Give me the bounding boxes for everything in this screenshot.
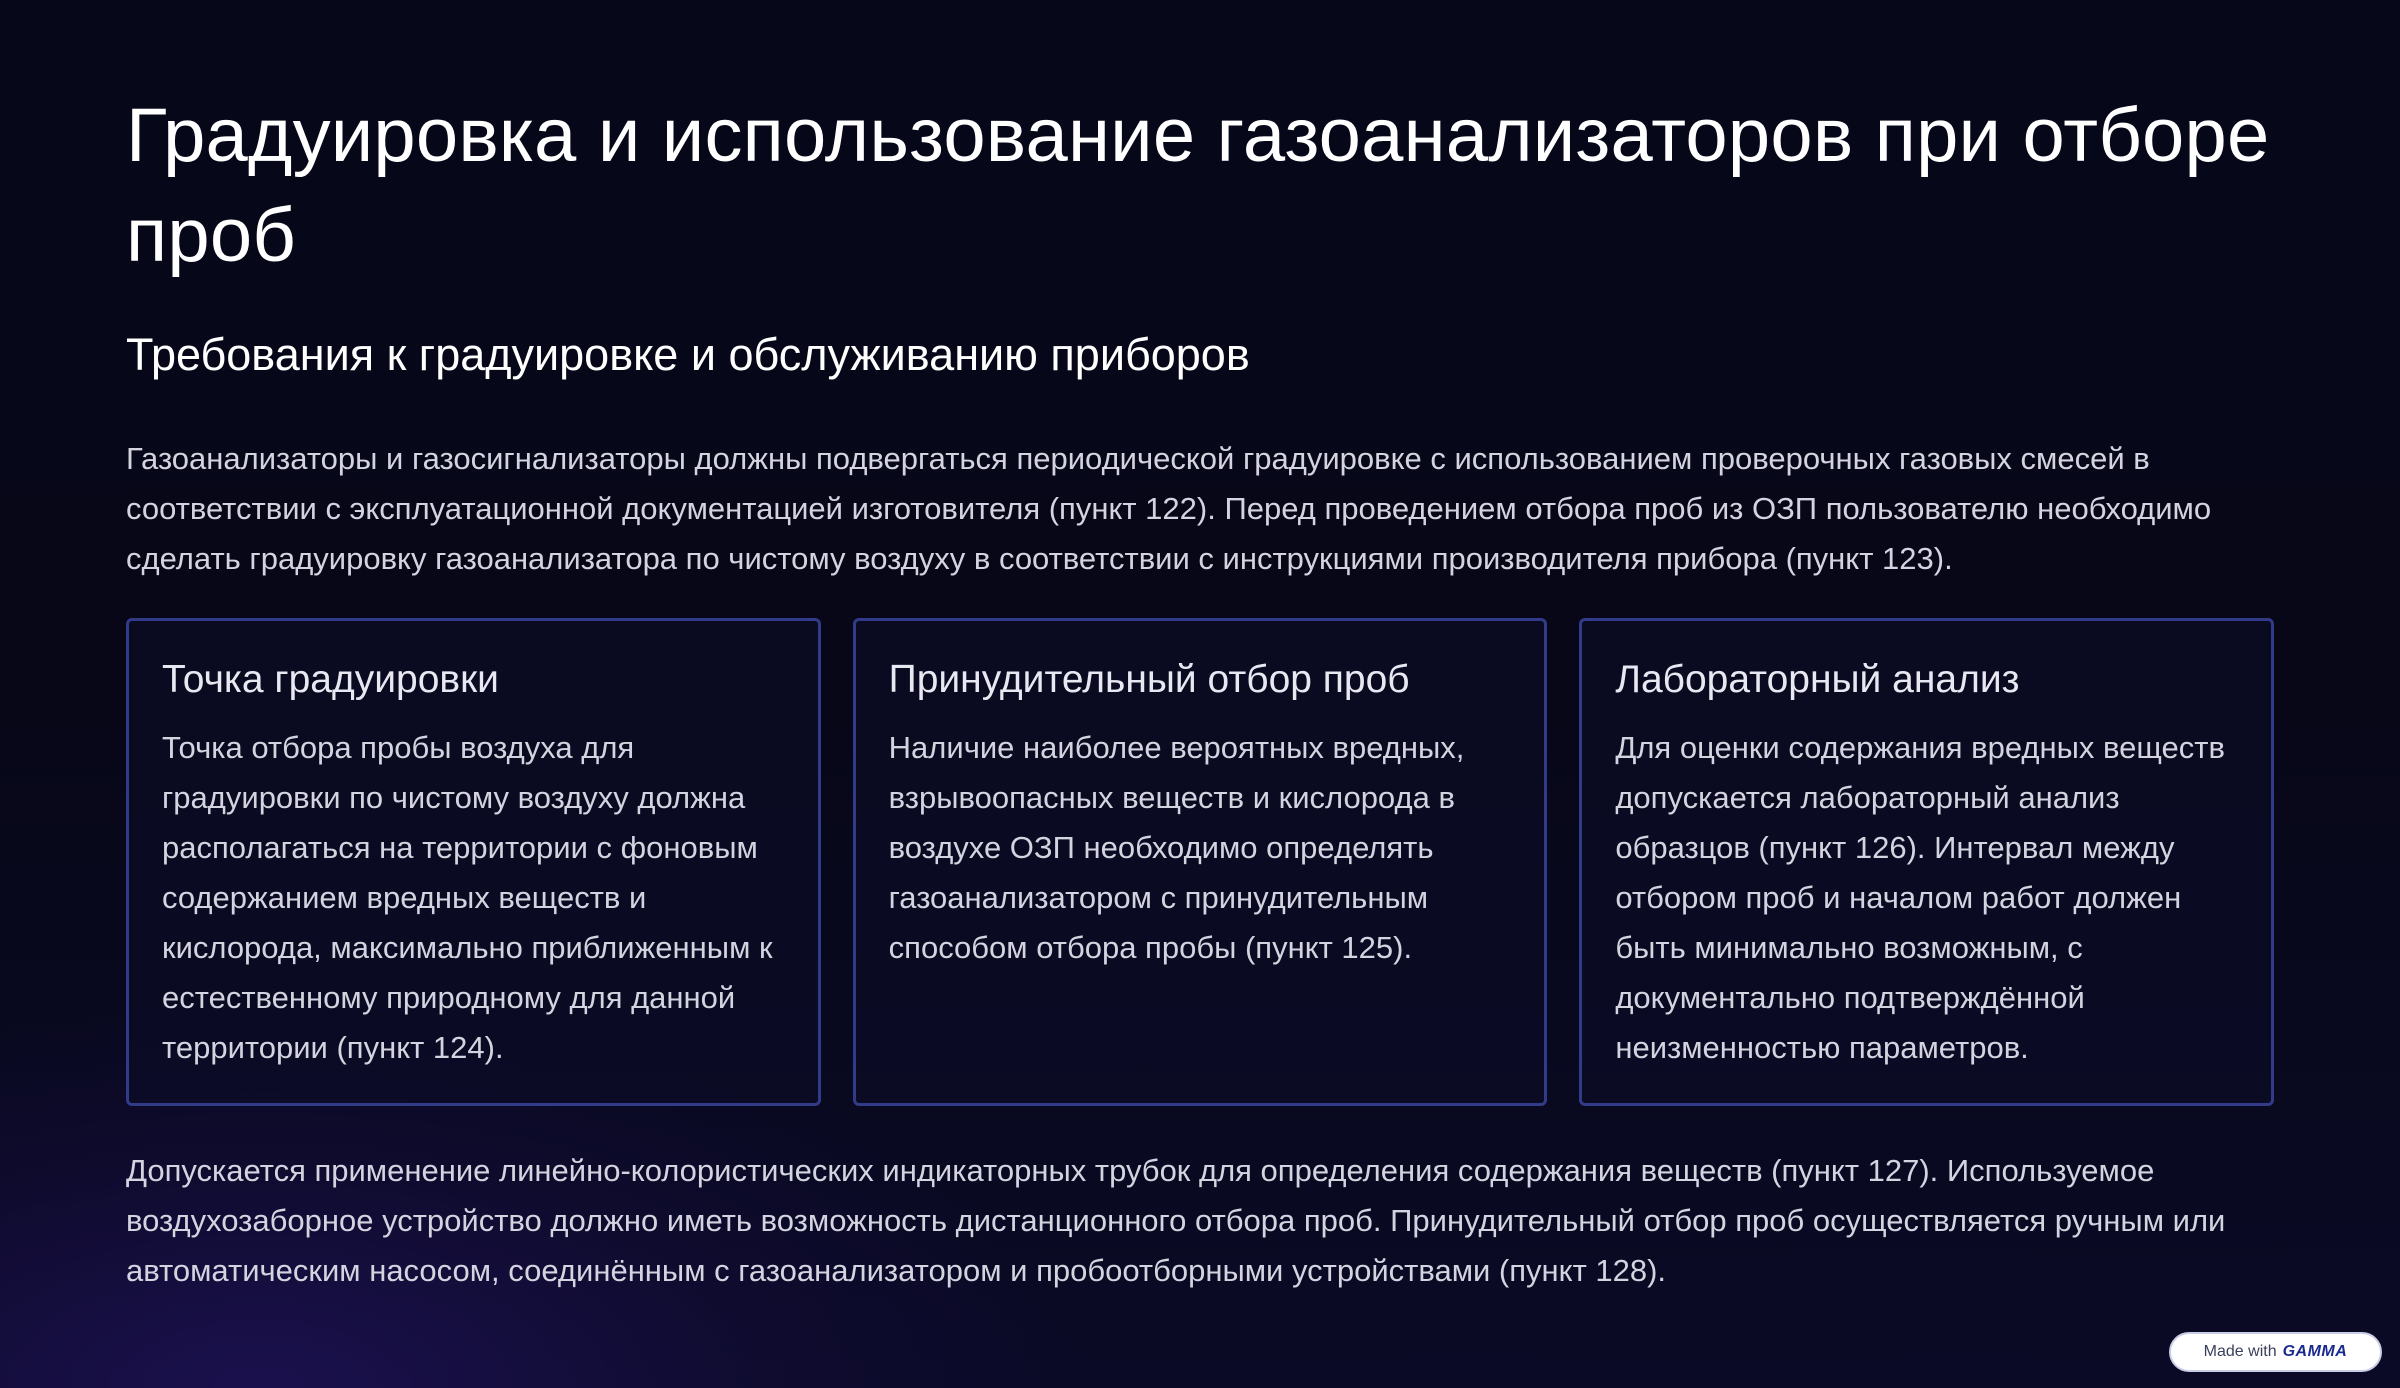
gamma-logo-text: GAMMA xyxy=(2282,1343,2348,1360)
card-title: Принудительный отбор проб xyxy=(888,658,1410,701)
badge-prefix: Made with xyxy=(2203,1343,2277,1360)
closing-paragraph: Допускается применение линейно-колористических индикаторных трубок для определения содержания веществ (пункт 127). Используемое воздухозаборное устройство должно иметь возможность дистанционного отбора проб. Принудительный отбор проб осуществляется ручным или автоматическим насосом, соединённым с газоанализатором и пробоотборными устройствами (пункт 128). xyxy=(126,1153,2226,1288)
card-lab-analysis xyxy=(1579,618,2274,1106)
card-title: Лабораторный анализ xyxy=(1615,658,2020,701)
card-title: Точка градуировки xyxy=(162,658,499,701)
card-forced-sampling xyxy=(853,618,1548,1106)
cards-row xyxy=(126,618,2274,1106)
card-text: Наличие наиболее вероятных вредных, взрывоопасных веществ и кислорода в воздухе ОЗП необходимо определять газоанализатором с принудительным способом отбора пробы (пункт 125). xyxy=(888,730,1465,965)
slide-content xyxy=(126,0,2274,1296)
made-with-gamma-badge[interactable] xyxy=(2169,1332,2382,1372)
intro-paragraph: Газоанализаторы и газосигнализаторы должны подвергаться периодической градуировке с использованием проверочных газовых смесей в соответствии с эксплуатационной документацией изготовителя (пункт 122). Перед проведением отбора проб из ОЗП пользователю необходимо сделать градуировку газоанализатора по чистому воздуху в соответствии с инструкциями производителя прибора (пункт 123). xyxy=(126,441,2212,576)
card-text: Точка отбора пробы воздуха для градуировки по чистому воздуху должна располагаться на территории с фоновым содержанием вредных веществ и кислорода, максимально приближенным к естественному природному для данной территории (пункт 124). xyxy=(162,730,773,1065)
card-text: Для оценки содержания вредных веществ допускается лабораторный анализ образцов (пункт 126). Интервал между отбором проб и началом работ должен быть минимально возможным, с документально подтверждённой неизменностью параметров. xyxy=(1615,730,2225,1065)
page-title: Градуировка и использование газоанализаторов при отборе проб xyxy=(126,93,2270,278)
section-subtitle: Требования к градуировке и обслуживанию приборов xyxy=(126,329,1250,380)
card-calibration-point xyxy=(126,618,821,1106)
